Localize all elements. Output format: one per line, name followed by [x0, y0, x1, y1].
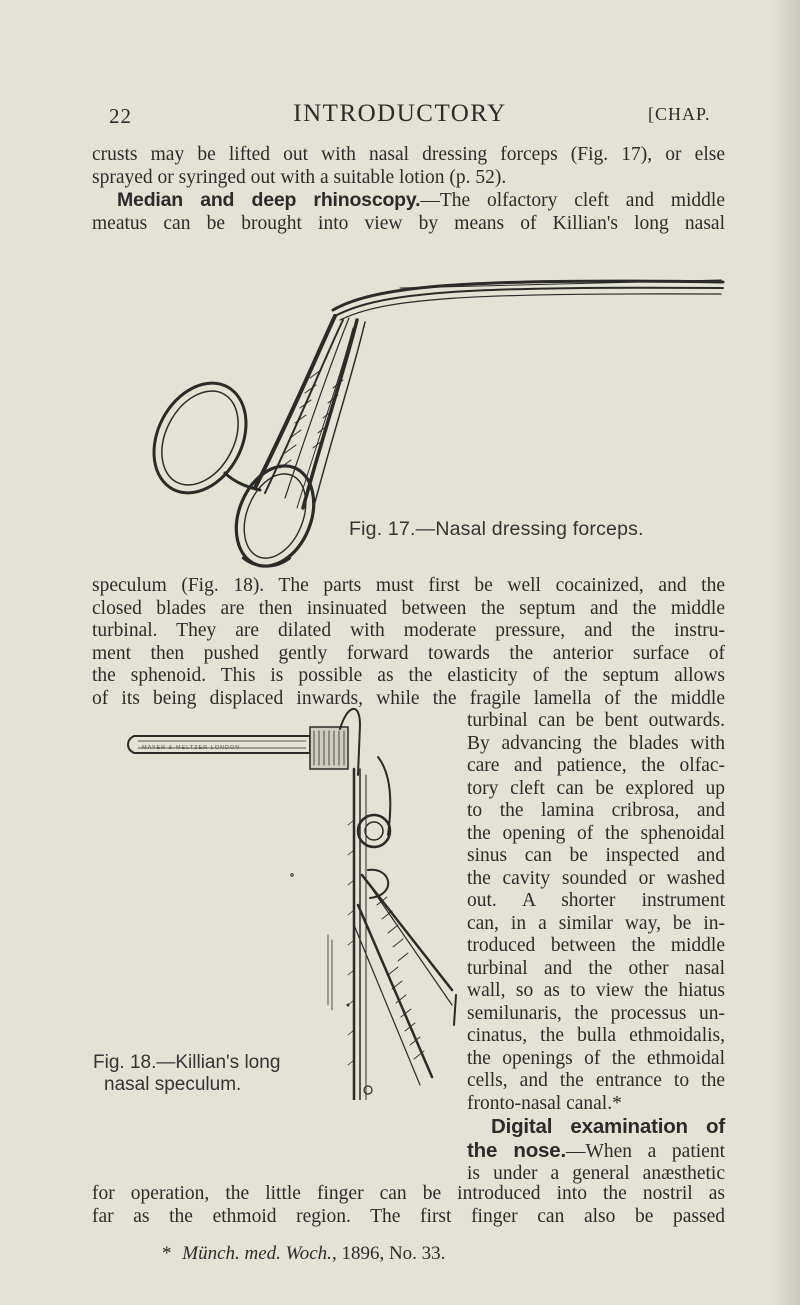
footnote-journal: Münch. med. Woch.: [182, 1243, 332, 1264]
chapter-label: [CHAP.: [648, 104, 711, 124]
running-title: INTRODUCTORY: [293, 100, 507, 127]
text-line: turbinal. They are dilated with moderate pressure, and the instru-: [92, 620, 725, 641]
digital-examination-full-width: [92, 1183, 725, 1228]
text-line: the cavity sounded or washed: [467, 867, 725, 889]
caption-line: Fig. 18.—Killian's long: [93, 1052, 281, 1073]
figure-18-caption: [93, 1052, 280, 1096]
intro-paragraph: [92, 144, 725, 189]
running-header: [0, 100, 800, 134]
text-line: crusts may be lifted out with nasal dressing forceps (Fig. 17), or else: [92, 144, 725, 165]
text-line: ment then pushed gently forward towards the anterior surface of: [92, 642, 725, 664]
text-line: troduced between the middle: [467, 935, 725, 956]
text-line: By advancing the blades with: [467, 732, 725, 754]
text-line: semilunaris, the processus un-: [467, 1002, 725, 1024]
text-line: can, in a similar way, be in-: [467, 912, 725, 934]
digital-examination-narrow: [467, 1116, 725, 1186]
text-line: turbinal and the other nasal: [467, 957, 725, 979]
text-fragment: —When a patient: [565, 1140, 725, 1162]
page-number: 22: [109, 104, 132, 128]
text-line: is under a general anæsthetic: [467, 1163, 725, 1184]
text-line: [467, 1116, 725, 1140]
section-heading-digital-examination-cont: the nose.: [467, 1138, 566, 1162]
caption-line: nasal speculum.: [104, 1074, 242, 1095]
text-line: care and patience, the olfac-: [467, 755, 725, 776]
text-line: sinus can be inspected and: [467, 845, 725, 866]
text-line: meatus can be brought into view by means of Killian's long nasal: [92, 212, 725, 234]
text-line: speculum (Fig. 18). The parts must first be well cocainized, and the: [92, 575, 725, 596]
footnote-citation: , 1896, No. 33.: [331, 1243, 446, 1264]
median-rhinoscopy-paragraph: [92, 189, 725, 235]
text-line: closed blades are then insinuated between the septum and the middle: [92, 597, 725, 619]
text-line: tory cleft can be explored up: [467, 777, 725, 799]
figure-17-caption: Fig. 17.—Nasal dressing forceps.: [349, 518, 644, 540]
body-paragraph-full-width: [92, 575, 725, 710]
speculum-maker-stamp: MAYER & MELTZER LONDON: [142, 745, 241, 751]
text-line: cinatus, the bulla ethmoidalis,: [467, 1025, 725, 1046]
footnote: [162, 1243, 445, 1265]
text-line: [92, 189, 725, 213]
text-line: fronto-nasal canal.*: [467, 1092, 622, 1114]
text-line: far as the ethmoid region. The first finger can also be passed: [92, 1205, 725, 1227]
text-line: wall, so as to view the hiatus: [467, 980, 725, 1001]
figure-18-speculum-illustration: [92, 705, 464, 1100]
section-heading-digital-examination: Digital examination of: [491, 1115, 725, 1138]
text-line: turbinal can be bent outwards.: [467, 710, 725, 731]
section-heading-median-rhinoscopy: Median and deep rhinoscopy.: [117, 189, 421, 211]
page-edge-shadow: [772, 0, 800, 1305]
footnote-marker: *: [162, 1243, 172, 1264]
text-line: of its being displaced inwards, while the fragile lamella of the middle: [92, 687, 725, 709]
text-line: cells, and the entrance to the: [467, 1070, 725, 1091]
text-line: for operation, the little finger can be introduced into the nostril as: [92, 1183, 725, 1204]
text-line: to the lamina cribrosa, and: [467, 800, 725, 821]
text-line: sprayed or syringed out with a suitable lotion (p. 52).: [92, 166, 507, 188]
text-fragment: —The olfactory cleft and middle: [420, 190, 725, 211]
text-line: the sphenoid. This is possible as the elasticity of the septum allows: [92, 665, 725, 686]
text-line: the opening of the sphenoidal: [467, 822, 725, 844]
text-line: out. A shorter instrument: [467, 890, 725, 911]
text-line: the openings of the ethmoidal: [467, 1047, 725, 1069]
body-paragraph-narrow-column: [467, 710, 725, 1115]
text-line: [467, 1140, 725, 1164]
